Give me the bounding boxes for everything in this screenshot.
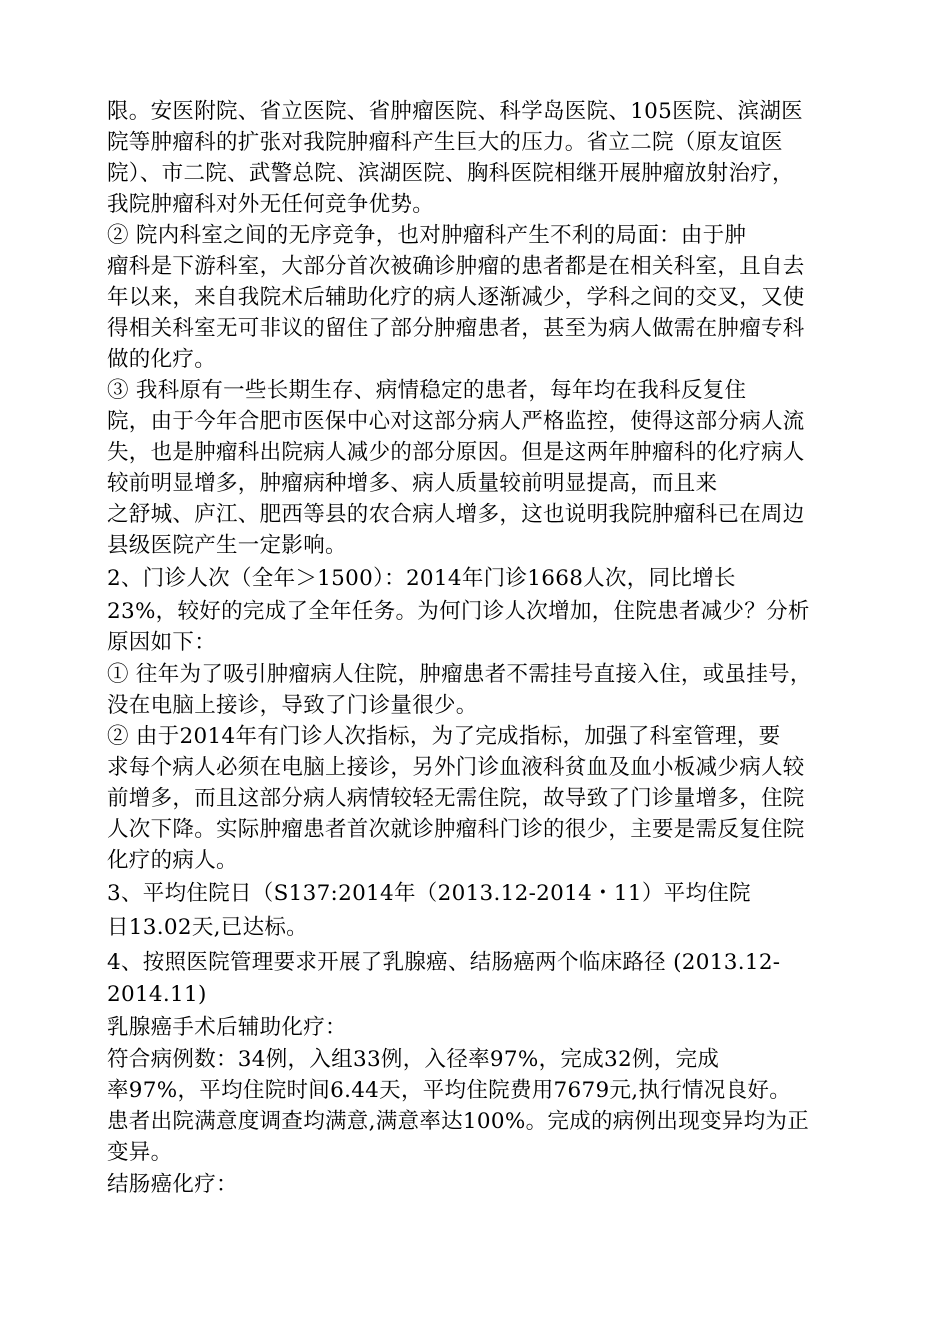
paragraph-line: 做的化疗。 — [107, 347, 217, 372]
paragraph-line: 2014.11) — [107, 982, 207, 1007]
paragraph-line: 化疗的病人。 — [107, 848, 238, 873]
paragraph-line: ③ 我科原有一些长期生存、病情稳定的患者，每年均在我科反复住 — [107, 378, 747, 403]
paragraph-line: ① 往年为了吸引肿瘤病人住院，肿瘤患者不需挂号直接入住，或虽挂号， — [107, 662, 812, 687]
paragraph-line: 院等肿瘤科的扩张对我院肿瘤科产生巨大的压力。省立二院（原友谊医 — [107, 130, 783, 155]
paragraph-line: 得相关科室无可非议的留住了部分肿瘤患者，甚至为病人做需在肿瘤专科 — [107, 316, 805, 341]
section-heading-line: 3、平均住院日（S137:2014年（2013.12-2014・11）平均住院 — [107, 881, 751, 906]
paragraph-line: 人次下降。实际肿瘤患者首次就诊肿瘤科门诊的很少，主要是需反复住院 — [107, 817, 805, 842]
paragraph-line: 院，由于今年合肥市医保中心对这部分病人严格监控，使得这部分病人流 — [107, 409, 805, 434]
section-heading-line: 2、门诊人次（全年＞1500）：2014年门诊1668人次，同比增长 — [107, 566, 736, 591]
paragraph-line: 变异。 — [107, 1140, 173, 1165]
paragraph-line: 瘤科是下游科室，大部分首次被确诊肿瘤的患者都是在相关科室，且自去 — [107, 254, 805, 279]
paragraph-line: 率97%，平均住院时间6.44天，平均住院费用7679元,执行情况良好。 — [107, 1078, 792, 1103]
paragraph-line: 失，也是肿瘤科出院病人减少的部分原因。但是这两年肿瘤科的化疗病人 — [107, 440, 805, 465]
paragraph-line: 没在电脑上接诊，导致了门诊量很少。 — [107, 693, 478, 718]
paragraph-line: 23%，较好的完成了全年任务。为何门诊人次增加，住院患者减少？分析 — [107, 599, 810, 624]
paragraph-line: 县级医院产生一定影响。 — [107, 533, 347, 558]
paragraph-line: 符合病例数：34例，入组33例，入径率97%，完成32例，完成 — [107, 1047, 720, 1072]
section-heading-line: 4、按照医院管理要求开展了乳腺癌、结肠癌两个临床路径 (2013.12- — [107, 950, 781, 975]
paragraph-line: 求每个病人必须在电脑上接诊，另外门诊血液科贫血及血小板减少病人较 — [107, 755, 805, 780]
paragraph-line: 较前明显增多，肿瘤病种增多、病人质量较前明显提高，而且来 — [107, 471, 718, 496]
paragraph-line: 原因如下： — [107, 630, 217, 655]
subheading-line: 乳腺癌手术后辅助化疗： — [107, 1015, 347, 1040]
paragraph-line: 院）、市二院、武警总院、滨湖医院、胸科医院相继开展肿瘤放射治疗， — [107, 161, 794, 186]
paragraph-line: 日13.02天,已达标。 — [107, 915, 308, 940]
paragraph-line: 限。安医附院、省立医院、省肿瘤医院、科学岛医院、105医院、滨湖医 — [107, 99, 803, 124]
paragraph-line: 年以来，来自我院术后辅助化疗的病人逐渐减少，学科之间的交叉，又使 — [107, 285, 805, 310]
paragraph-line: 我院肿瘤科对外无任何竞争优势。 — [107, 192, 435, 217]
paragraph-line: 之舒城、庐江、肥西等县的农合病人增多，这也说明我院肿瘤科已在周边 — [107, 502, 805, 527]
paragraph-line: 前增多，而且这部分病人病情较轻无需住院，故导致了门诊量增多，住院 — [107, 786, 805, 811]
paragraph-line: ② 由于2014年有门诊人次指标，为了完成指标，加强了科室管理，要 — [107, 724, 781, 749]
paragraph-line: 患者出院满意度调查均满意,满意率达100%。完成的病例出现变异均为正 — [107, 1109, 810, 1134]
paragraph-line: ② 院内科室之间的无序竞争，也对肿瘤科产生不利的局面：由于肿 — [107, 223, 747, 248]
subheading-line: 结肠癌化疗： — [107, 1172, 238, 1197]
